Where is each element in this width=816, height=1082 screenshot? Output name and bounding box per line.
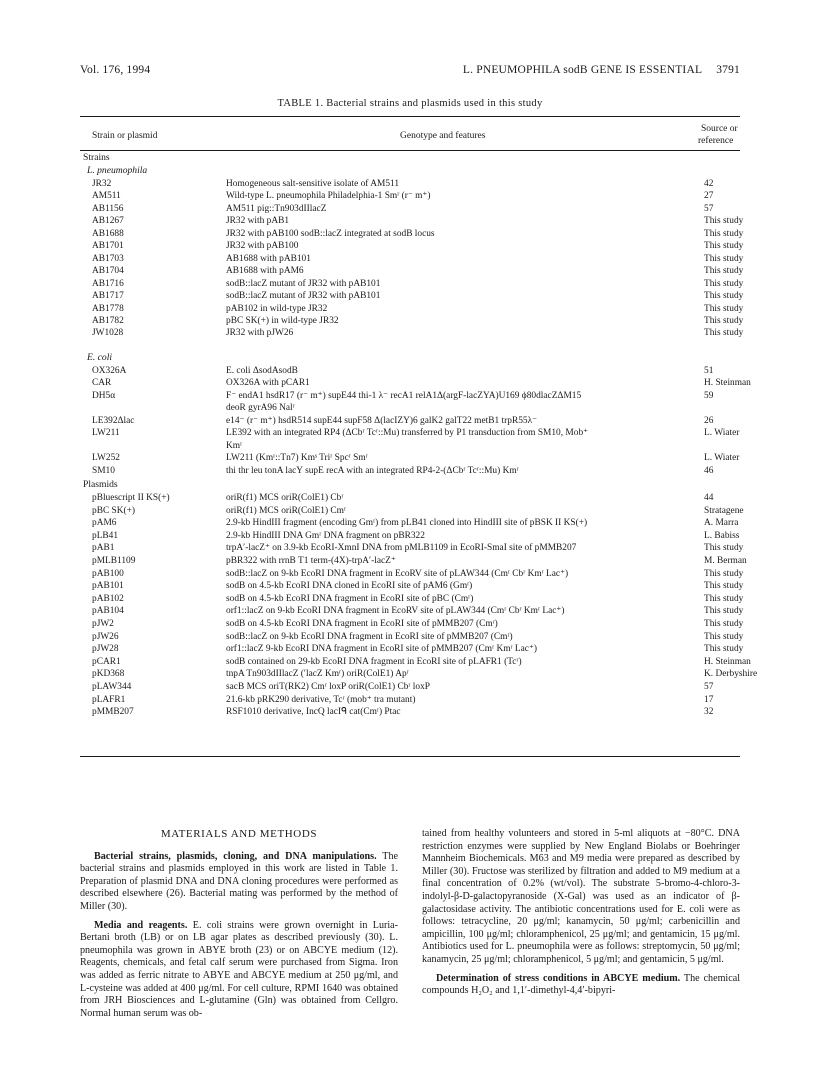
paragraph-heading: Determination of stress conditions in ABCYE medium. [436, 972, 681, 984]
table-row [0, 440, 816, 452]
genotype-cell: JR32 with pJW26 [226, 328, 294, 339]
genotype-cell: E. coli ΔsodAsodB [226, 366, 298, 376]
strain-name-cell: LW211 [92, 428, 120, 439]
source-cell: This study [704, 619, 744, 629]
source-cell: This study [704, 303, 744, 314]
genotype-cell: sodB::lacZ mutant of JR32 with pAB101 [226, 291, 381, 302]
genotype-cell: sodB on 4.5-kb EcoRI DNA fragment in EcoRI site of pBC (Cmʳ) [226, 593, 474, 604]
strain-name-cell: pBluescript II KS(+) [92, 493, 170, 503]
source-cell: 57 [704, 682, 714, 692]
genotype-cell: pBR322 with rrnB T1 term-(4X)-trpA′-lacZ⁺ [226, 556, 396, 566]
genotype-cell: OX326A with pCAR1 [226, 378, 310, 389]
section-label-lp: L. pneumophila [87, 165, 148, 176]
strain-name-cell: pJW28 [92, 644, 119, 655]
source-cell: This study [704, 241, 744, 252]
table-row [0, 203, 816, 215]
table-row [0, 656, 816, 668]
paragraph [422, 973, 740, 998]
genotype-cell: tnpA Tn903dIIlacZ (′lacZ Kmʳ) oriR(ColE1) Apʳ [226, 669, 409, 680]
table-row [0, 605, 816, 617]
strain-name-cell: AB1688 [92, 228, 124, 239]
table-row [0, 694, 816, 706]
genotype-cell: oriR(f1) MCS oriR(ColE1) Cbʳ [226, 493, 344, 503]
genotype-cell: orf1::lacZ on 9-kb EcoRI DNA fragment in EcoRV site of pLAW344 (Cmʳ Cbʳ Kmʳ Lac⁺) [226, 606, 565, 617]
strain-name-cell: pMLB1109 [92, 556, 136, 566]
genotype-cell: sodB on 4.5-kb EcoRI DNA cloned in EcoRI site of pAM6 (Gmʳ) [226, 581, 473, 592]
strain-name-cell: AB1716 [92, 278, 124, 289]
source-cell: This study [704, 278, 744, 289]
table-row [0, 215, 816, 227]
table-row [0, 303, 816, 315]
genotype-cell: AM511 pig::Tn903dIIlacZ [226, 203, 327, 214]
genotype-cell: Wild-type L. pneumophila Philadelphia-1 Smʳ (r⁻ m⁺) [226, 191, 431, 202]
source-cell: This study [704, 606, 744, 617]
source-cell: This study [704, 266, 744, 277]
genotype-cell: sacB MCS oriT(RK2) Cmʳ loxP oriR(ColE1) Cbʳ loxP [226, 682, 430, 692]
source-cell: This study [704, 328, 744, 339]
strain-name-cell: pLB41 [92, 530, 119, 541]
source-cell: 59 [704, 390, 714, 401]
strain-name-cell: pLAFR1 [92, 694, 126, 705]
table-row [0, 555, 816, 567]
source-cell: A. Marra [704, 518, 739, 529]
genotype-cell: Homogeneous salt-sensitive isolate of AM511 [226, 179, 400, 189]
source-cell: This study [704, 593, 744, 604]
col-header-genotype: Genotype and features [400, 131, 486, 141]
table-row [0, 327, 816, 339]
source-cell: 42 [704, 179, 714, 189]
table-row [0, 542, 816, 554]
section-label-ecoli: E. coli [87, 352, 113, 363]
strain-name-cell: pJW26 [92, 631, 119, 642]
body-right-column [422, 828, 740, 1004]
source-cell: H. Steinman [704, 378, 751, 389]
source-cell: 32 [704, 707, 714, 718]
strain-name-cell: AM511 [92, 191, 121, 202]
strain-name-cell: pAB100 [92, 568, 124, 579]
genotype-cell: RSF1010 derivative, IncQ lacIᑫ cat(Cmʳ) Ptac [226, 707, 401, 718]
source-cell: This study [704, 644, 744, 655]
col-header-source-2: reference [698, 136, 734, 146]
source-cell: Stratagene [704, 505, 744, 516]
genotype-cell: thi thr leu tonA lacY supE recA with an integrated RP4-2-(ΔCbʳ Tcʳ::Mu) Kmʳ [226, 465, 519, 476]
body-left-column [80, 828, 398, 1026]
paragraph-text: The bacterial strains and plasmids employed in this work are listed in Table 1. Preparation of plasmid DNA and DNA cloning procedures were performed as described elsewhere (26). Bacterial mating was performed by the method of Miller (30). [80, 850, 398, 912]
table-row [0, 580, 816, 592]
strain-name-cell: AB1778 [92, 303, 124, 314]
table-row [0, 365, 816, 377]
source-cell: H. Steinman [704, 656, 751, 667]
genotype-cell: sodB::lacZ mutant of JR32 with pAB101 [226, 278, 381, 289]
strain-name-cell: JR32 [92, 179, 112, 189]
source-cell: L. Babiss [704, 530, 740, 541]
strain-name-cell: AB1156 [92, 203, 124, 214]
table-row [0, 492, 816, 504]
table-row [0, 278, 816, 290]
strain-name-cell: pCAR1 [92, 656, 121, 667]
genotype-cell: 21.6-kb pRK290 derivative, Tcʳ (mob⁺ tra mutant) [226, 694, 416, 705]
strain-name-cell: AB1703 [92, 253, 124, 264]
strain-name-cell: AB1267 [92, 216, 124, 227]
genotype-cell: pBC SK(+) in wild-type JR32 [226, 315, 339, 326]
source-cell: This study [704, 581, 744, 592]
table-row [0, 240, 816, 252]
genotype-cell: JR32 with pAB100 sodB::lacZ integrated at sodB locus [226, 228, 435, 239]
strain-name-cell: pMMB207 [92, 707, 134, 718]
table-header-rule [80, 150, 740, 151]
genotype-cell: sodB::lacZ on 9-kb EcoRI DNA fragment in EcoRI site of pMMB207 (Cmʳ) [226, 631, 513, 642]
genotype-cell: F⁻ endA1 hsdR17 (r⁻ m⁺) supE44 thi-1 λ⁻ recA1 relA1Δ(argF-lacZYA)U169 ϕ80dlacZΔM15 [226, 390, 582, 401]
genotype-cell: JR32 with pAB1 [226, 216, 290, 227]
genotype-cell: oriR(f1) MCS oriR(ColE1) Cmʳ [226, 505, 347, 516]
section-label-strains: Strains [83, 152, 110, 163]
paragraph-text: E. coli strains were grown overnight in Luria-Bertani broth (LB) or on LB agar plates as described previously (30). L. pneumophila was grown in ABYE broth (23) or on ABCYE medium (12). Reagents, chemicals, and fetal calf serum were purchased from Sigma. Iron was added as ferric nitrate to ABYE and ABCYE medium at 250 μg/ml, and L-cysteine was added at 400 μg/ml. For cell culture, RPMI 1640 was obtained from JRH Biosciences and L-glutamine (Gln) was obtained from Cellgro. Normal human serum was ob- [80, 919, 398, 1019]
paragraph-text: The chemical compounds H₂O₂ and 1,1′-dimethyl-4,4′-bipyri- [422, 972, 741, 997]
volume-label: Vol. 176, 1994 [80, 64, 151, 76]
strain-name-cell: pAB101 [92, 581, 124, 592]
page-number: 3791 [716, 64, 740, 76]
strain-name-cell: pAB1 [92, 543, 115, 554]
table-row [0, 618, 816, 630]
table-row [0, 452, 816, 464]
table-row [0, 631, 816, 643]
genotype-cell: e14⁻ (r⁻ m⁺) hsdR514 supE44 supF58 Δ(lacIZY)6 galK2 galT22 metB1 trpR55λ⁻ [226, 415, 538, 426]
source-cell: This study [704, 228, 744, 239]
strain-name-cell: LW252 [92, 453, 120, 464]
source-cell: This study [704, 631, 744, 642]
table-row [0, 427, 816, 439]
source-cell: 46 [704, 465, 714, 476]
paragraph [80, 851, 398, 914]
genotype-cell: JR32 with pAB100 [226, 241, 299, 252]
strain-name-cell: pBC SK(+) [92, 505, 136, 516]
table-row [0, 415, 816, 427]
paragraph-heading: Bacterial strains, plasmids, cloning, and DNA manipulations. [94, 850, 377, 862]
section-title: MATERIALS AND METHODS [160, 828, 318, 840]
source-cell: 57 [704, 203, 714, 214]
col-header-strain: Strain or plasmid [92, 131, 158, 141]
genotype-cell: trpA′-lacZ⁺ on 3.9-kb EcoRI-XmnI DNA from pMLB1109 in EcoRI-SmaI site of pMMB207 [226, 543, 577, 554]
source-cell: 26 [704, 415, 714, 426]
table-row [0, 265, 816, 277]
table-row [0, 228, 816, 240]
running-title-group [463, 64, 740, 76]
genotype-cell: AB1688 with pAB101 [226, 253, 311, 264]
section-label-plasmids: Plasmids [83, 479, 118, 490]
strain-name-cell: pJW2 [92, 619, 114, 629]
genotype-cell: orf1::lacZ 9-kb EcoRI DNA fragment in EcoRI site of pMMB207 (Cmʳ Kmʳ Lac⁺) [226, 644, 538, 655]
source-cell: 51 [704, 366, 714, 376]
source-cell: 17 [704, 694, 714, 705]
genotype-cell: Kmʳ [226, 440, 243, 451]
genotype-cell: LW211 (Kmʳ::Tn7) Kmˢ Triʳ Spcʳ Smʳ [226, 453, 368, 464]
table-row [0, 253, 816, 265]
source-cell: L. Wiater [704, 428, 740, 439]
source-cell: This study [704, 568, 744, 579]
strain-name-cell: DH5α [92, 390, 116, 401]
strain-name-cell: pAB102 [92, 593, 124, 604]
strain-name-cell: OX326A [92, 366, 127, 376]
table-top-rule [80, 116, 740, 117]
strain-name-cell: AB1782 [92, 315, 124, 326]
running-header [80, 64, 740, 82]
table-row [0, 568, 816, 580]
genotype-cell: 2.9-kb HindIII DNA Gmʳ DNA fragment on pBR322 [226, 530, 425, 541]
strain-name-cell: JW1028 [92, 328, 124, 339]
table-row [0, 643, 816, 655]
genotype-cell: sodB contained on 29-kb EcoRI DNA fragment in EcoRI site of pLAFR1 (Tcʳ) [226, 656, 522, 667]
genotype-cell: 2.9-kb HindIII fragment (encoding Gmʳ) from pLB41 cloned into HindIII site of pBSK II KS(+) [226, 518, 588, 529]
strain-name-cell: CAR [92, 378, 112, 389]
strain-name-cell: pAM6 [92, 518, 117, 529]
table-row [0, 517, 816, 529]
source-cell: This study [704, 543, 744, 554]
source-cell: M. Berman [704, 556, 747, 566]
genotype-cell: sodB on 4.5-kb EcoRI DNA fragment in EcoRI site of pMMB207 (Cmʳ) [226, 619, 498, 629]
genotype-cell: sodB::lacZ on 9-kb EcoRI DNA fragment in EcoRV site of pLAW344 (Cmʳ Cbʳ Kmʳ Lac⁺) [226, 568, 569, 579]
table-row [0, 593, 816, 605]
strain-name-cell: pAB104 [92, 606, 124, 617]
genotype-cell: LE392 with an integrated RP4 (ΔCbʳ Tcʳ::Mu) transferred by P1 transduction from SM10, Mob⁺ [226, 428, 589, 439]
source-cell: This study [704, 291, 744, 302]
table-bottom-rule [80, 756, 740, 757]
table-row [0, 530, 816, 542]
strain-name-cell: AB1717 [92, 291, 124, 302]
source-cell: This study [704, 216, 744, 227]
strain-name-cell: AB1704 [92, 266, 124, 277]
genotype-cell: deoR gyrA96 Nalʳ [226, 403, 295, 414]
source-cell: 27 [704, 191, 714, 202]
table-row [0, 190, 816, 202]
table-row [0, 390, 816, 402]
running-title: L. PNEUMOPHILA sodB GENE IS ESSENTIAL [462, 64, 703, 76]
table-caption: TABLE 1. Bacterial strains and plasmids used in this study [277, 98, 543, 109]
strain-name-cell: AB1701 [92, 241, 124, 252]
table-row [0, 706, 816, 718]
paragraph [422, 828, 740, 967]
strain-name-cell: pLAW344 [92, 682, 132, 692]
source-cell: K. Derbyshire [704, 669, 758, 680]
strain-name-cell: SM10 [92, 465, 115, 476]
source-cell: 44 [704, 493, 714, 503]
table-row [0, 402, 816, 414]
table-row [0, 681, 816, 693]
table-row [0, 315, 816, 327]
table-row [0, 668, 816, 680]
source-cell: L. Wiater [704, 453, 740, 464]
strain-name-cell: LE392Δlac [92, 415, 135, 426]
table-row [0, 465, 816, 477]
strain-name-cell: pKD368 [92, 669, 125, 680]
table-row [0, 178, 816, 190]
table-row [0, 377, 816, 389]
col-header-source-1: Source or [701, 124, 738, 134]
paragraph-text: tained from healthy volunteers and stored in 5-ml aliquots at −80°C. DNA restriction enzymes were supplied by New England Biolabs or Boehringer Mannheim Biochemicals. M63 and M9 media were prepared as described by Miller (30). Fructose was sterilized by filtration and added to M9 medium at a final concentration of 0.2% (wt/vol). The substrate 5-bromo-4-chloro-3-indolyl-β-D-galactopyranoside (X-Gal) was used as an indicator of β-galactosidase activity. The antibiotic concentrations used for E. coli were as follows: tetracycline, 20 μg/ml; kanamycin, 50 μg/ml; carbenicillin and ampicillin, 100 μg/ml; chloramphenicol, 25 μg/ml; and gentamicin, 15 μg/ml. Antibiotics used for L. pneumophila were as follows: streptomycin, 50 μg/ml; kanamycin, 25 μg/ml; chloramphenicol, 5 μg/ml; and gentamicin, 5 μg/ml. [422, 828, 740, 965]
source-cell: This study [704, 253, 744, 264]
paragraph [80, 920, 398, 1021]
table-row [0, 290, 816, 302]
table-row [0, 505, 816, 517]
paragraph-heading: Media and reagents. [94, 919, 188, 931]
genotype-cell: pAB102 in wild-type JR32 [226, 303, 328, 314]
genotype-cell: AB1688 with pAM6 [226, 266, 304, 277]
source-cell: This study [704, 315, 744, 326]
